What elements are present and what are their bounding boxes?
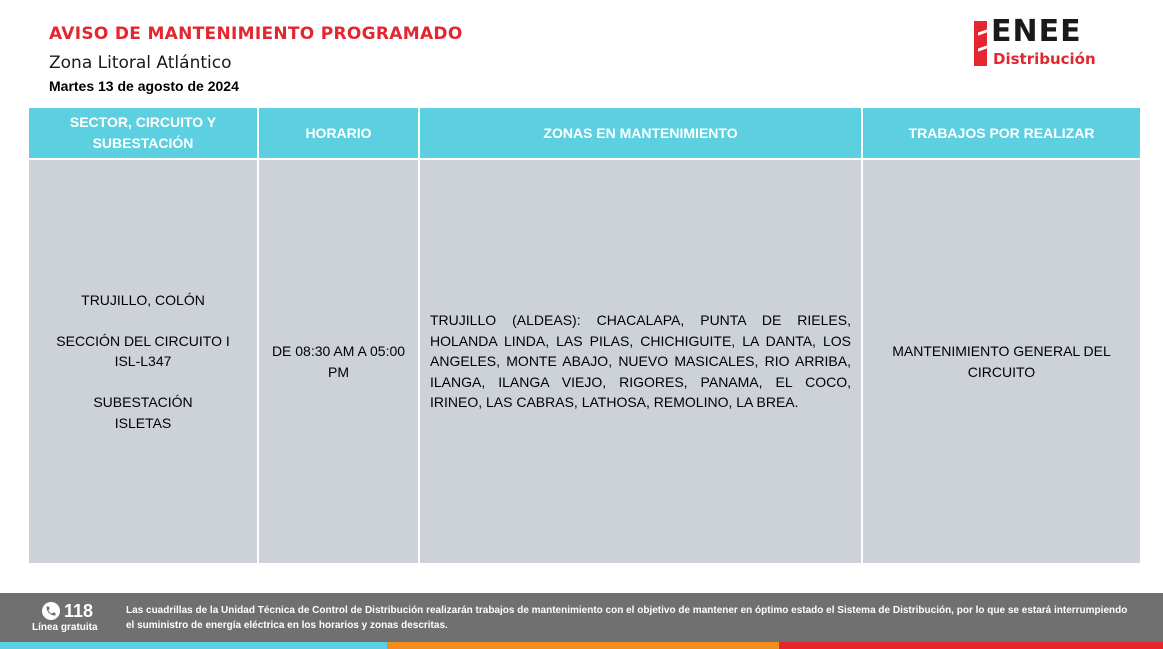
table-header-row [28,107,1141,159]
footer-disclaimer: Las cuadrillas de la Unidad Técnica de Control de Distribución realizarán trabajos de mantenimiento con el objetivo de mantener en óptimo estado el Sistema de Distribución, por lo que se estará interrumpiendo el suministro de energía eléctrica en los horarios y zonas descritas. [126,605,1128,631]
zone-name: Zona Litoral Atlántico [49,53,232,73]
sector-location: TRUJILLO, COLÓN [81,291,205,308]
hotline [32,601,96,637]
header-sector: SECTOR, CIRCUITO Y SUBESTACIÓN [28,107,258,159]
stripe-cyan [0,642,387,649]
cell-horario: DE 08:30 AM A 05:00 PM [258,159,419,564]
sector-circuit-section: SECCIÓN DEL CIRCUITO I [56,332,230,349]
maintenance-table [27,106,1142,565]
stripe-orange [387,642,779,649]
header-horario: HORARIO [258,107,419,159]
table-row [28,159,1141,564]
notice-date: Martes 13 de agosto de 2024 [49,78,239,94]
header-zonas: ZONAS EN MANTENIMIENTO [419,107,862,159]
phone-icon [42,602,60,620]
stripe-red [779,642,1163,649]
cell-zonas: TRUJILLO (ALDEAS): CHACALAPA, PUNTA DE RIELES, HOLANDA LINDA, LAS PILAS, CHICHIGUITE, LA DANTA, LOS ANGELES, MONTE ABAJO, NUEVO MASICALES, RIO ARRIBA, ILANGA, ILANGA VIEJO, RIGORES, PANAMA, EL COCO, IRINEO, LAS CABRAS, LATHOSA, REMOLINO, LA BREA. [419,159,862,564]
enee-logo [972,14,1134,70]
logo-name: ENEE [991,14,1082,49]
hotline-label: Línea gratuita [32,622,98,633]
sector-circuit-code: ISL-L347 [114,353,172,370]
header-trabajos: TRABAJOS POR REALIZAR [862,107,1141,159]
sector-substation-label: SUBESTACIÓN [93,394,193,411]
logo-mark-icon [974,21,987,66]
sector-substation-name: ISLETAS [114,414,172,431]
cell-sector [28,159,258,564]
hotline-number: 118 [64,601,94,621]
notice-title: AVISO DE MANTENIMIENTO PROGRAMADO [49,24,463,44]
cell-trabajos: MANTENIMIENTO GENERAL DEL CIRCUITO [862,159,1141,564]
logo-subtitle: Distribución [993,50,1096,68]
